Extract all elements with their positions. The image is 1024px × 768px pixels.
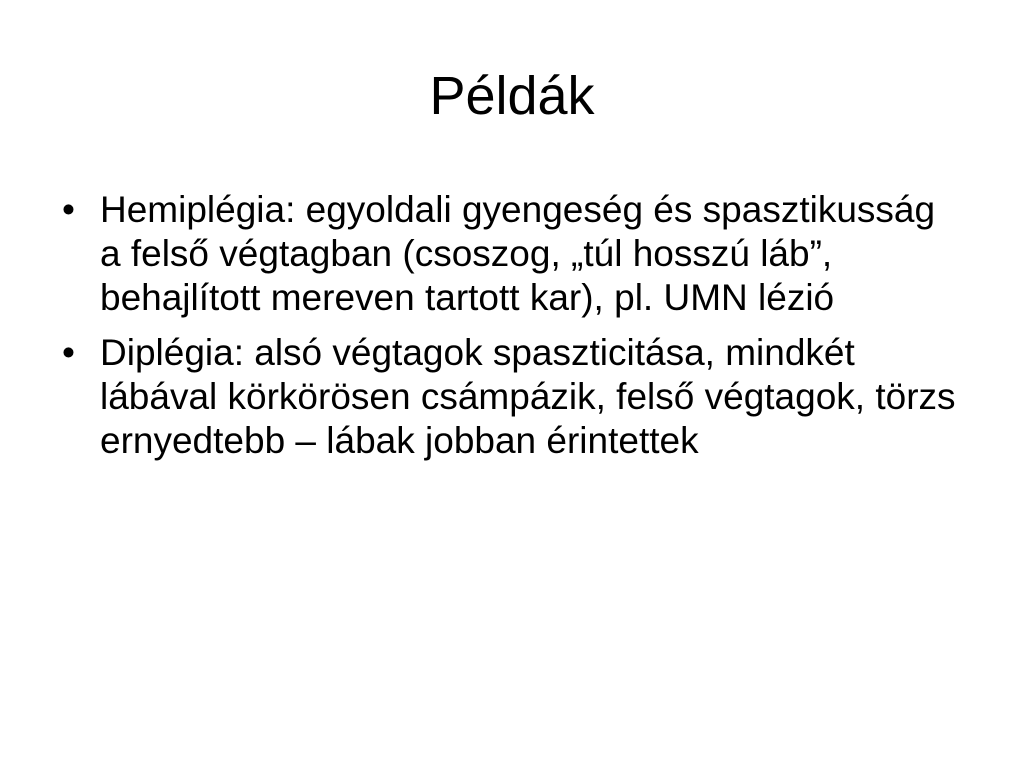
bullet-list bbox=[62, 188, 962, 474]
bullet-item-diplegia bbox=[62, 331, 962, 463]
bullet-item-hemiplegia bbox=[62, 188, 962, 320]
slide-title: Példák bbox=[429, 66, 595, 126]
bullet-icon: • bbox=[62, 332, 75, 373]
bullet-text: Diplégia: alsó végtagok spaszticitása, mindkét lábával körkörösen csámpázik, felső végtagok, törzs ernyedtebb – lábak jobban érintettek bbox=[100, 332, 956, 461]
bullet-text: Hemiplégia: egyoldali gyengeség és spasztikusság a felső végtagban (csoszog, „túl hosszú láb”, behajlított mereven tartott kar), pl. UMN lézió bbox=[100, 189, 936, 318]
bullet-icon: • bbox=[62, 189, 75, 230]
